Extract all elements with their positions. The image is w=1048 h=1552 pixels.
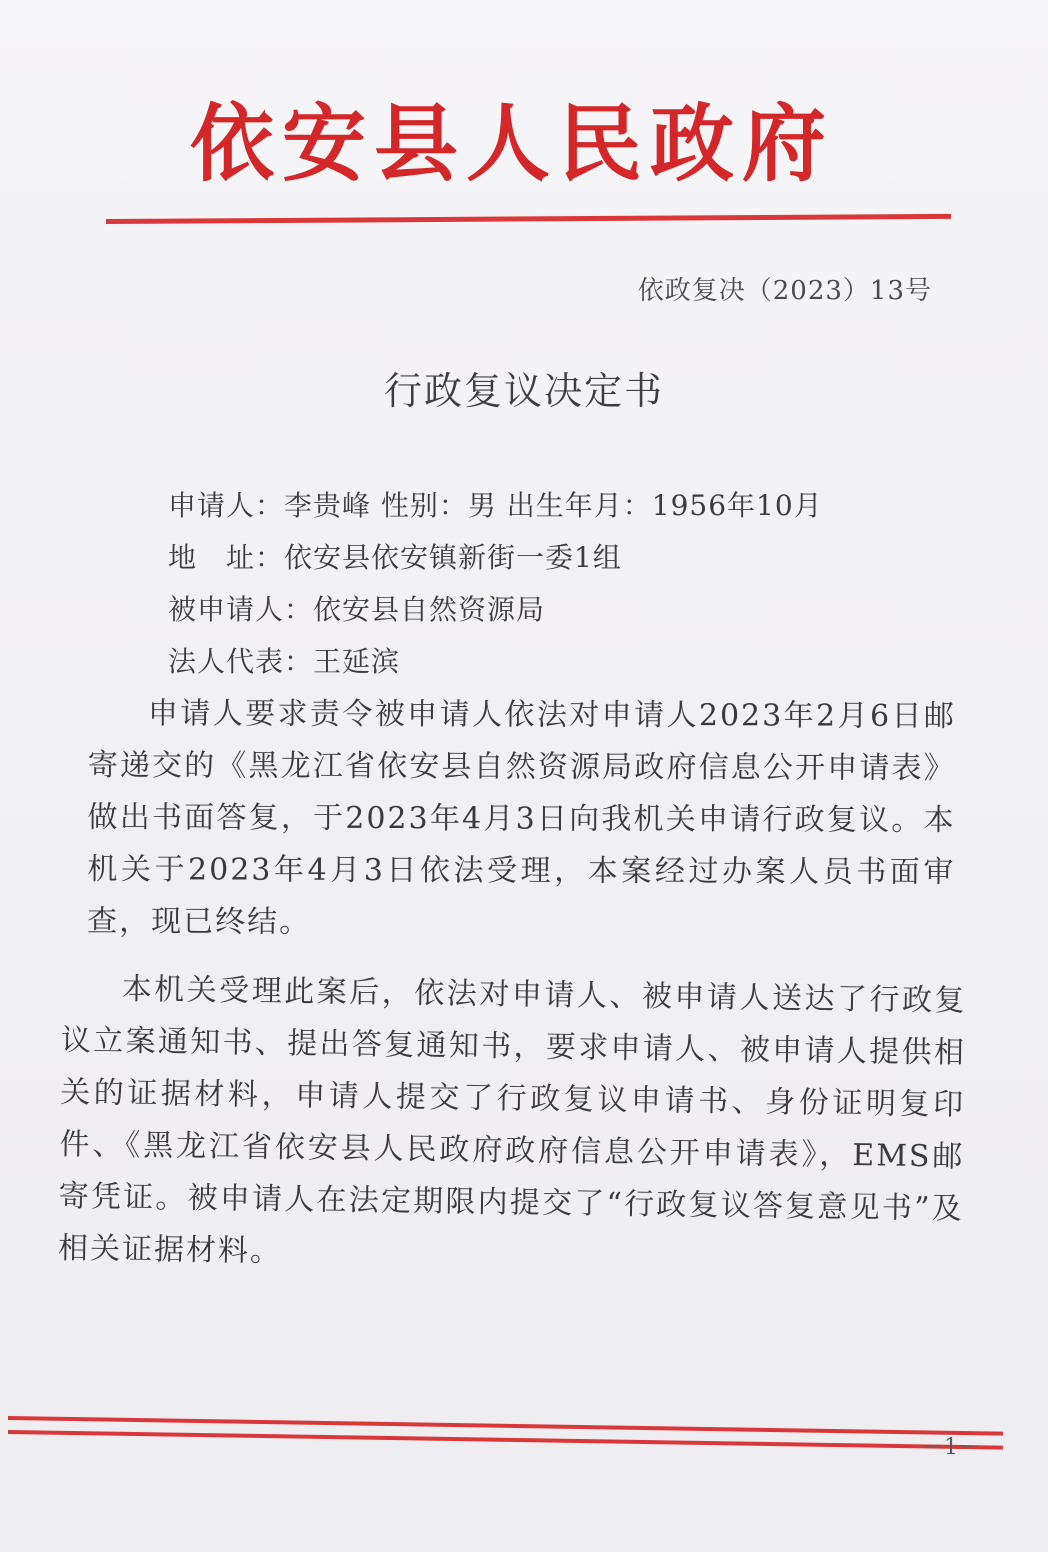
body-paragraph: 申请人要求责令被申请人依法对申请人2023年2月6日邮寄递交的《黑龙江省依安县自然资源局政府信息公开申请表》做出书面答复，于2023年4月3日向我机关申请行政复议。本机关于2023年4月3日依法受理，本案经过办案人员书面审查，现已终结。 (87, 696, 956, 940)
address-field: 地 址：依安县依安镇新街一委1组 (168, 541, 622, 574)
document-title: 行政复议决定书 (384, 369, 665, 413)
respondent-field: 被申请人：依安县自然资源局 (168, 593, 546, 626)
applicant-field: 申请人：李贵峰 性别：男 出生年月：1956年10月 (168, 489, 823, 522)
legal-representative-field: 法人代表：王延滨 (168, 645, 401, 678)
page-number: －1－ (922, 1435, 980, 1460)
body-paragraph: 本机关受理此案后，依法对申请人、被申请人送达了行政复议立案通知书、提出答复通知书，要求申请人、被申请人提供相关的证据材料，申请人提交了行政复议申请书、身份证明复印件、《黑龙江省依安县人民政府政府信息公开申请表》，EMS邮寄凭证。被申请人在法定期限内提交了“行政复议答复意见书”及相关证据材料。 (57, 971, 967, 1270)
issuer-header-title: 依安县人民政府 (190, 94, 835, 193)
document-number: 依政复决（2023）13号 (637, 276, 932, 306)
header-red-rule (106, 214, 951, 224)
